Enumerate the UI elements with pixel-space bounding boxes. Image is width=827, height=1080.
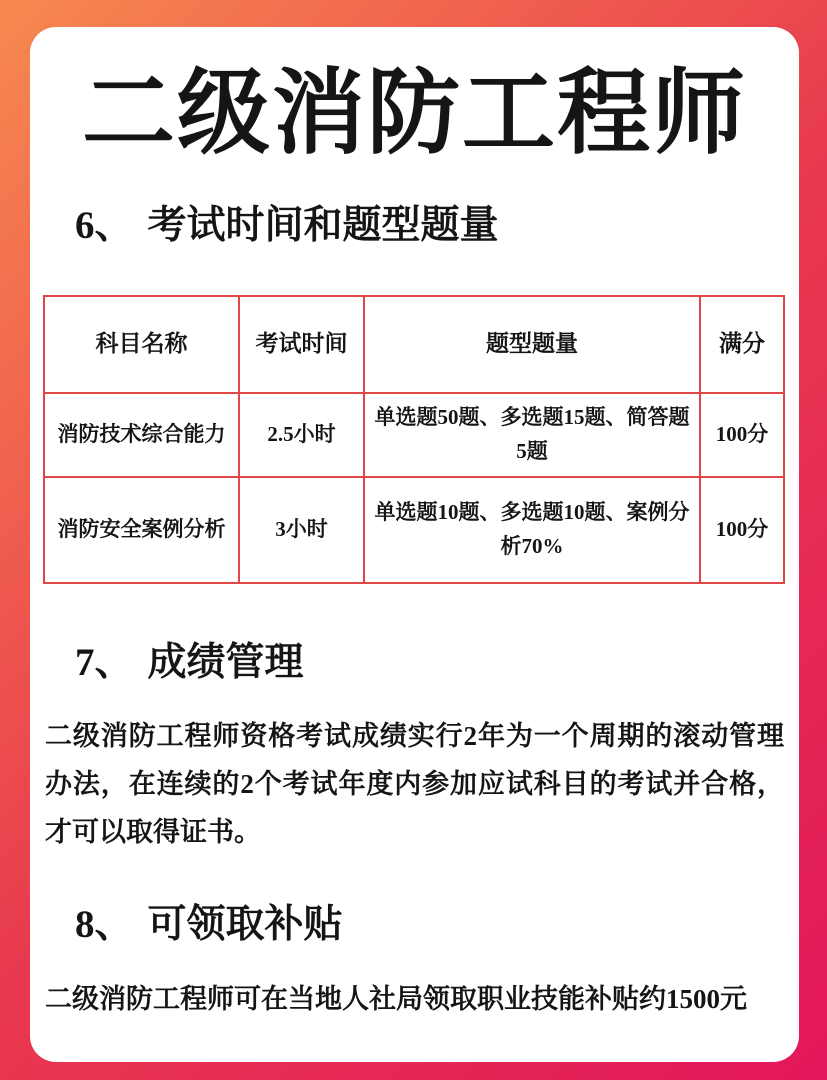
cell-question-types: 单选题10题、多选题10题、案例分析70% (364, 477, 700, 583)
table-header-row (44, 296, 784, 393)
header-question-types: 题型题量 (364, 296, 700, 393)
page-title: 二级消防工程师 (82, 63, 747, 166)
table-row (44, 477, 784, 583)
section-6-number: 6、 (75, 204, 134, 247)
section-8-title: 可领取补贴 (147, 903, 343, 947)
section-8-body: 二级消防工程师可在当地人社局领取职业技能补贴约1500元 (45, 983, 747, 1014)
cell-subject: 消防技术综合能力 (44, 393, 239, 477)
section-6-heading (30, 199, 799, 254)
section-7-body: 二级消防工程师资格考试成绩实行2年为一个周期的滚动管理办法，在连续的2个考试年度内参加应试科目的考试并合格，才可以取得证书。 (45, 721, 784, 848)
section-8-heading (30, 898, 799, 953)
exam-schedule-table (43, 295, 785, 584)
poster-card (30, 27, 799, 1062)
header-full-score: 满分 (700, 296, 784, 393)
cell-time: 3小时 (239, 477, 364, 583)
cell-question-types: 单选题50题、多选题15题、简答题5题 (364, 393, 700, 477)
section-6-title: 考试时间和题型题量 (147, 204, 499, 247)
section-7-number: 7、 (75, 640, 134, 684)
header-subject: 科目名称 (44, 296, 239, 393)
cell-full-score: 100分 (700, 477, 784, 583)
table-row (44, 393, 784, 477)
cell-time: 2.5小时 (239, 393, 364, 477)
section-7-heading (30, 636, 799, 691)
section-7-title: 成绩管理 (147, 640, 304, 684)
cell-subject: 消防安全案例分析 (44, 477, 239, 583)
section-8-number: 8、 (75, 903, 134, 947)
header-time: 考试时间 (239, 296, 364, 393)
cell-full-score: 100分 (700, 393, 784, 477)
